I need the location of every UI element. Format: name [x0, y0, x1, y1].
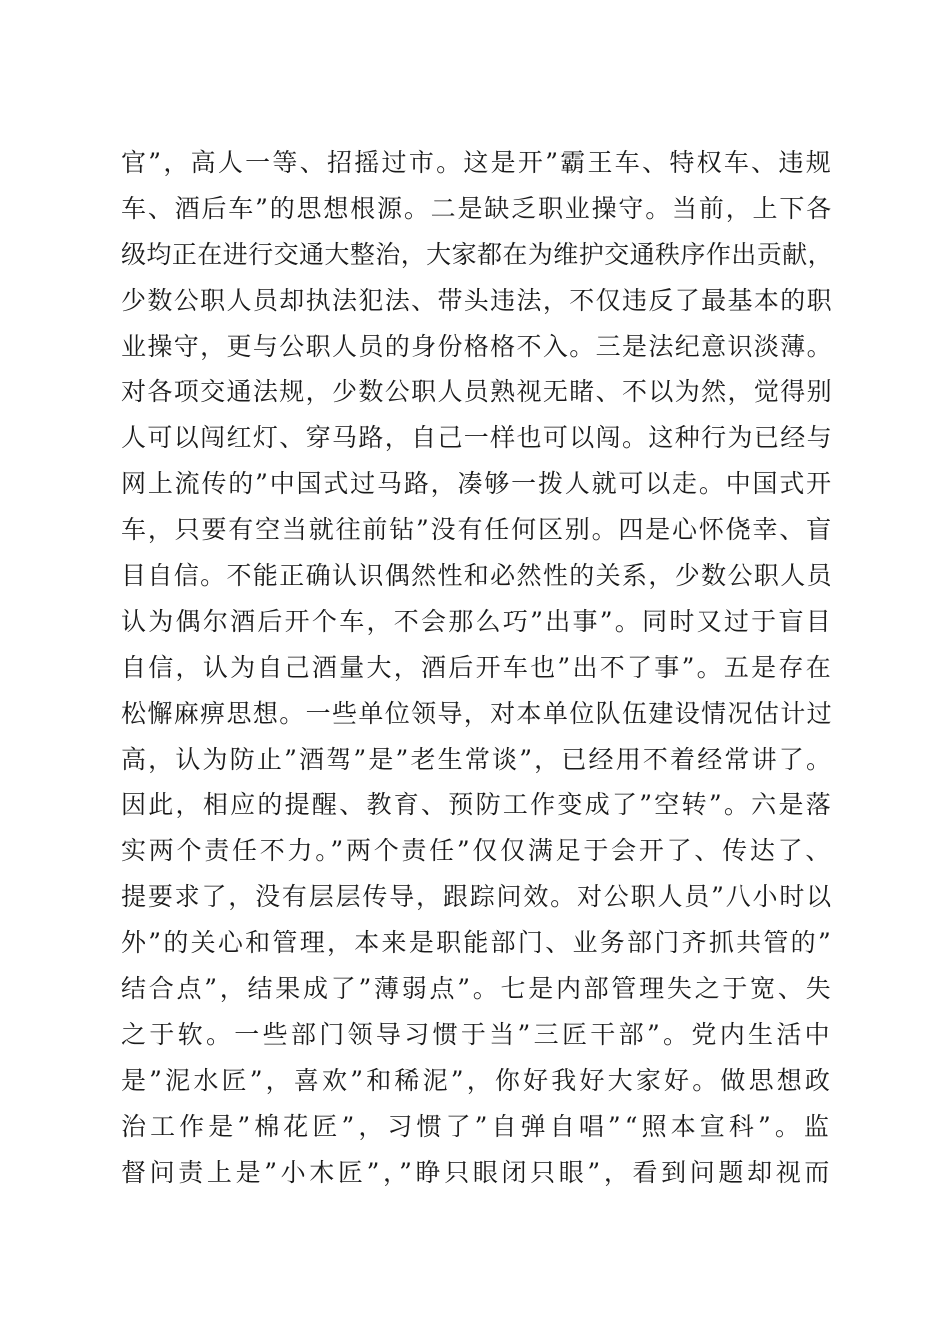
text-line-18: 外”的关心和管理，本来是职能部门、业务部门齐抓共管的” — [121, 928, 833, 958]
text-line-16: 实两个责任不力。”两个责任”仅仅满足于会开了、传达了、 — [121, 836, 833, 866]
text-line-14: 高，认为防止”酒驾”是”老生常谈”，已经用不着经常讲了。 — [121, 744, 833, 774]
text-line-4: 少数公职人员却执法犯法、带头违法，不仅违反了最基本的职 — [121, 285, 833, 315]
text-line-2: 车、酒后车”的思想根源。二是缺乏职业操守。当前，上下各 — [121, 193, 833, 223]
text-line-10: 目自信。不能正确认识偶然性和必然性的关系，少数公职人员 — [121, 561, 833, 591]
text-line-7: 人可以闯红灯、穿马路，自己一样也可以闯。这种行为已经与 — [121, 423, 833, 453]
text-line-11: 认为偶尔酒后开个车，不会那么巧”出事”。同时又过于盲目 — [121, 606, 833, 636]
text-line-12: 自信，认为自己酒量大，酒后开车也”出不了事”。五是存在 — [121, 652, 833, 682]
body-text — [121, 140, 833, 1195]
text-line-8: 网上流传的”中国式过马路，凑够一拨人就可以走。中国式开 — [121, 469, 833, 499]
text-line-21: 是”泥水匠”，喜欢”和稀泥”，你好我好大家好。做思想政 — [121, 1065, 833, 1095]
text-line-6: 对各项交通法规，少数公职人员熟视无睹、不以为然，觉得别 — [121, 377, 833, 407]
text-line-9: 车，只要有空当就往前钻”没有任何区别。四是心怀侥幸、盲 — [121, 515, 833, 545]
text-line-5: 业操守，更与公职人员的身份格格不入。三是法纪意识淡薄。 — [121, 331, 833, 361]
text-line-20: 之于软。一些部门领导习惯于当”三匠干部”。党内生活中 — [121, 1019, 833, 1049]
text-line-15: 因此，相应的提醒、教育、预防工作变成了”空转”。六是落 — [121, 790, 833, 820]
text-line-17: 提要求了，没有层层传导，跟踪问效。对公职人员”八小时以 — [121, 882, 833, 912]
text-line-13: 松懈麻痹思想。一些单位领导，对本单位队伍建设情况估计过 — [121, 698, 833, 728]
text-line-3: 级均正在进行交通大整治，大家都在为维护交通秩序作出贡献， — [121, 239, 833, 269]
text-line-19: 结合点”，结果成了”薄弱点”。七是内部管理失之于宽、失 — [121, 974, 833, 1004]
text-line-23: 督问责上是”小木匠”，”睁只眼闭只眼”，看到问题却视而 — [121, 1157, 833, 1187]
text-line-22: 治工作是”棉花匠”，习惯了”自弹自唱”“照本宣科”。监 — [121, 1111, 833, 1141]
text-line-1: 官”，高人一等、招摇过市。这是开”霸王车、特权车、违规 — [121, 148, 833, 177]
